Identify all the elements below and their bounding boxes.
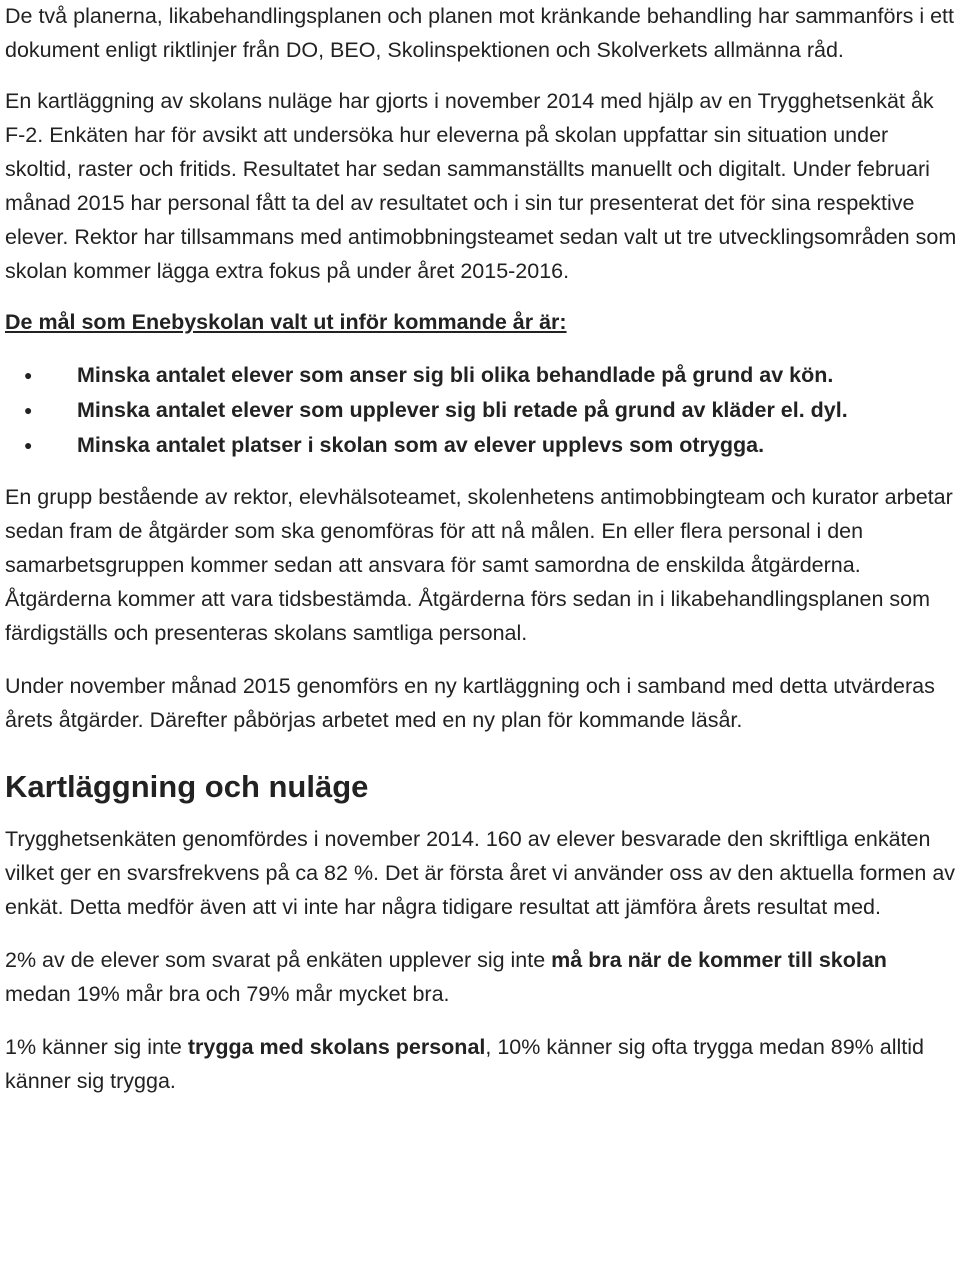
group-paragraph: En grupp bestående av rektor, elevhälsoteamet, skolenhetens antimobbingteam och kurator arbetar sedan fram de åtgärder som ska genomföras för att nå målen. En eller flera personal i den samarbetsgruppen kommer sedan att ansvara för samt samordna de enskilda åtgärderna. Åtgärderna kommer att vara tidsbestämda. Åtgärderna förs sedan in i likabehandlingsplanen som färdigställs och presenteras skolans samtliga personal.	[5, 485, 953, 645]
document-page	[5, 0, 957, 1098]
goals-list	[5, 358, 957, 463]
safety-text-pre: 1% känner sig inte	[5, 1035, 188, 1059]
wellbeing-text-pre: 2% av de elever som svarat på enkäten upplever sig inte	[5, 948, 552, 972]
wellbeing-paragraph	[5, 943, 957, 1011]
goal-item	[5, 358, 957, 393]
goals-heading: De mål som Enebyskolan valt ut inför kommande år är:	[5, 310, 567, 334]
results-paragraph: Trygghetsenkäten genomfördes i november 2014. 160 av elever besvarade den skriftliga enkäten vilket ger en svarsfrekvens på ca 82 %. Det är första året vi använder oss av den aktuella formen av enkät. Detta medför även att vi inte har några tidigare resultat att jämföra årets resultat med.	[5, 827, 956, 919]
wellbeing-text-bold: må bra när de kommer till skolan	[551, 948, 887, 972]
wellbeing-text-post: medan 19% mår bra och 79% mår mycket bra.	[5, 982, 450, 1006]
goal-text: Minska antalet elever som anser sig bli olika behandlade på grund av kön.	[77, 363, 834, 387]
goal-text: Minska antalet platser i skolan som av elever upplevs som otrygga.	[77, 433, 765, 457]
survey-paragraph: En kartläggning av skolans nuläge har gjorts i november 2014 med hjälp av en Trygghetsenkät åk F-2. Enkäten har för avsikt att undersöka hur eleverna på skolan uppfattar sin situation under skoltid, raster och fritids. Resultatet har sedan sammanställts manuellt och digitalt. Under februari månad 2015 har personal fått ta del av resultatet och i sin tur presenterat det för sina respektive elever. Rektor har tillsammans med antimobbningsteamet sedan valt ut tre utvecklingsområden som skolan kommer lägga extra fokus på under året 2015-2016.	[5, 89, 957, 283]
goal-item	[5, 428, 957, 463]
safety-text-bold: trygga med skolans personal	[187, 1035, 486, 1059]
intro-paragraph: De två planerna, likabehandlingsplanen och planen mot kränkande behandling har sammanförs i ett dokument enligt riktlinjer från DO, BEO, Skolinspektionen och Skolverkets allmänna råd.	[5, 4, 955, 62]
safety-text-post: , 10% känner sig ofta trygga medan 89% alltid känner sig trygga.	[5, 1035, 924, 1093]
bullet-icon: ●	[24, 402, 33, 418]
bullet-icon: ●	[24, 367, 33, 383]
goal-text: Minska antalet elever som upplever sig bli retade på grund av kläder el. dyl.	[77, 398, 848, 422]
bullet-icon: ●	[24, 437, 33, 453]
november-paragraph: Under november månad 2015 genomförs en ny kartläggning och i samband med detta utvärderas årets åtgärder. Därefter påbörjas arbetet med en ny plan för kommande läsår.	[5, 674, 935, 732]
safety-paragraph	[5, 1030, 957, 1098]
section-title: Kartläggning och nuläge	[5, 769, 369, 804]
goal-item	[5, 393, 957, 428]
